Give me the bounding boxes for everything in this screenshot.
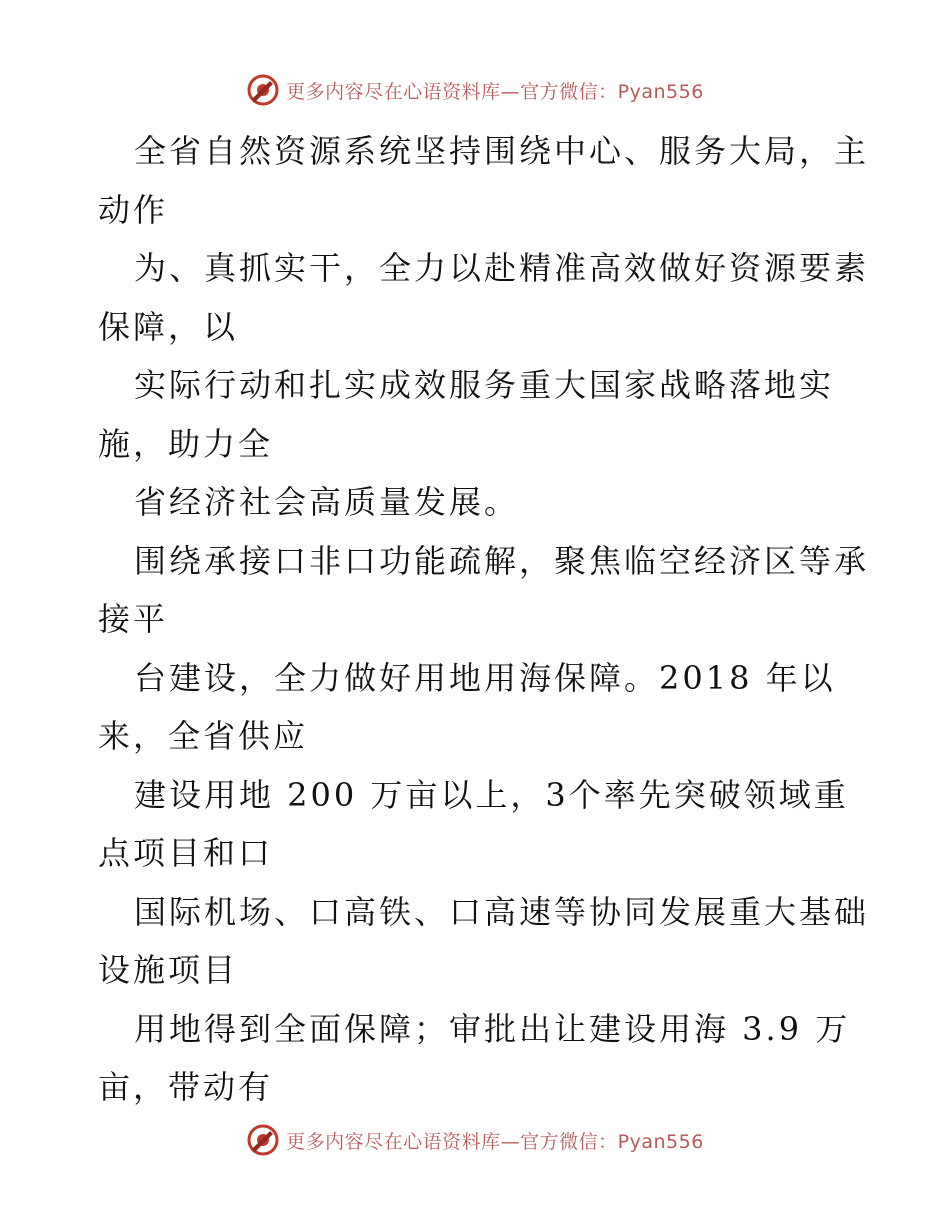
text-line: 亩，带动有 xyxy=(98,1068,274,1106)
text-line: 动作 xyxy=(98,190,169,229)
text-line: 省经济社会高质量发展。 xyxy=(134,483,520,521)
text-line: 实际行动和扎实成效服务重大国家战略落地实 xyxy=(134,366,835,404)
document-body xyxy=(98,122,870,1117)
logo-icon xyxy=(246,1123,280,1157)
text-line: 全省自然资源系统坚持围绕中心、服务大局，主 xyxy=(134,132,870,170)
text-line: 设施项目 xyxy=(98,951,239,989)
text-line: 为、真抓实干，全力以赴精准高效做好资源要素 xyxy=(134,249,870,287)
text-line: 用地得到全面保障；审批出让建设用海 3.9 万 xyxy=(134,1009,851,1048)
banner-text: 更多内容尽在心语资料库—官方微信：Pyan556 xyxy=(286,1130,704,1153)
text-line: 保障，以 xyxy=(98,307,239,346)
text-line: 台建设，全力做好用地用海保障。2018 年以 xyxy=(134,658,836,697)
header-watermark-banner xyxy=(0,70,950,110)
text-line: 点项目和口 xyxy=(98,834,274,872)
text-line: 来，全省供应 xyxy=(98,717,309,755)
text-line: 施，助力全 xyxy=(98,424,274,463)
logo-icon xyxy=(246,73,280,107)
footer-watermark-banner xyxy=(0,1120,950,1160)
text-line: 建设用地 200 万亩以上，3个率先突破领域重 xyxy=(134,775,849,814)
text-line: 国际机场、口高铁、口高速等协同发展重大基础 xyxy=(134,892,870,931)
text-line: 接平 xyxy=(98,600,169,638)
banner-text: 更多内容尽在心语资料库—官方微信：Pyan556 xyxy=(286,80,704,103)
text-line: 围绕承接口非口功能疏解，聚焦临空经济区等承 xyxy=(134,541,870,580)
